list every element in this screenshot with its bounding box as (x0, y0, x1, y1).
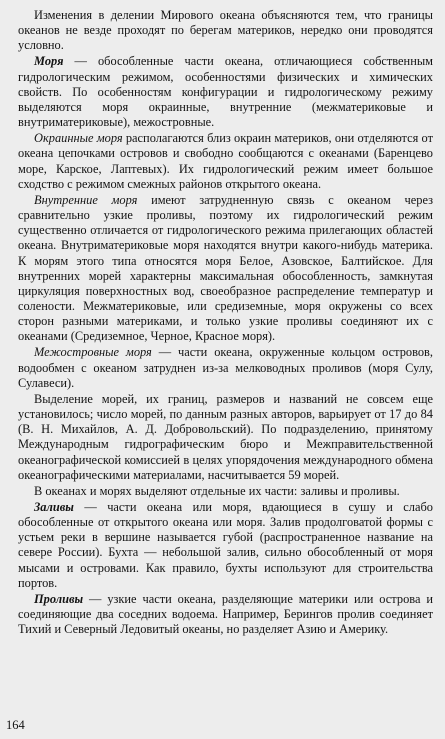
term-straits: Проливы (34, 591, 84, 606)
paragraph-text: располагаются близ окраин материков, они отделяются от океана цепочками островов и свободно сообщаются с океанами (Баренцево море, Карское, Лаптевых). Их гидрологический режим имеет большое сходство с режимом смежных районов открытого океана. (18, 131, 433, 191)
paragraph-text: Изменения в делении Мирового океана объясняются тем, что границы океанов не везде проходят по берегам материков, нередко они проводятся условно. (18, 8, 433, 53)
term-bays: Заливы (34, 500, 74, 514)
paragraph-bays (18, 500, 433, 591)
paragraph-text: — части океана или моря, вдающиеся в сушу и слабо обособленные от открытого океана или моря. Залив продолговатой формы с устьем реки в вершине называется губой (распространенное название на севере России). Бухта — небольшой залив, сильно обособленный от моря мысами и островами. Как правило, бухты используют для строительства портов. (18, 500, 433, 590)
paragraph-ocean-borders (18, 8, 433, 53)
paragraph-inland-seas (18, 193, 433, 345)
paragraph-sea-count (18, 392, 433, 483)
paragraph-text: Выделение морей, их границ, размеров и названий не совсем еще установилось; число морей, по данным разных авторов, варьирует от 17 до 84 (В. Н. Михайлов, А. Д. Добровольский). По подразделению, принятому Международным гидрографическим бюро и Межправительственной океанографической комиссией в целях упорядочения международного обмена океанографическими материалами, насчитывается 59 морей. (18, 391, 433, 482)
term-interisland-seas: Межостровные моря (34, 345, 152, 360)
paragraph-straits (18, 592, 433, 637)
term-inland-seas: Внутренние моря (34, 192, 138, 207)
paragraph-text: имеют затрудненную связь с океаном через сравнительно узкие проливы, поэтому их гидрологический режим существенно отличается от гидрологического режима прилегающих областей океана. Внутриматериковые моря находятся внутри какого-нибудь материка. К морям этого типа относятся моря Белое, Азовское, Балтийское. Для внутренних морей характерны максимальная обособленность, замкнутая циркуляция поверхностных вод, своеобразное распределение температур и солености. Межматериковые, или средиземные, моря окружены со всех сторон разными материками, и только узкие проливы соединяют их с океанами (Средиземное, Черное, Красное моря). (18, 192, 433, 344)
paragraph-sea-parts (18, 484, 433, 499)
paragraph-text: В океанах и морях выделяют отдельные их части: заливы и проливы. (34, 483, 400, 498)
paragraph-interisland-seas (18, 345, 433, 390)
paragraph-seas-definition (18, 54, 433, 130)
paragraph-text: — обособленные части океана, отличающиеся собственным гидрологическим режимом, особенностями физических и химических свойств. По особенностям конфигурации и гидрологическому режиму выделяются моря окраинные, внутренние (межматериковые и внутриматериковые), межостровные. (18, 54, 433, 130)
paragraph-text: — узкие части океана, разделяющие материки или острова и соединяющие два соседних водоема. Например, Берингов пролив соединяет Тихий и Северный Ледовитый океаны, но разделяет Азию и Америку. (18, 591, 433, 637)
page-number: 164 (6, 718, 25, 732)
term-seas: Моря (34, 54, 64, 69)
paragraph-marginal-seas (18, 131, 433, 192)
paragraph-text: — части океана, окруженные кольцом островов, водообмен с океаном затруднен из-за мелководных проливов (моря Сулу, Сулавеси). (18, 345, 434, 390)
term-marginal-seas: Окраинные моря (34, 131, 123, 146)
